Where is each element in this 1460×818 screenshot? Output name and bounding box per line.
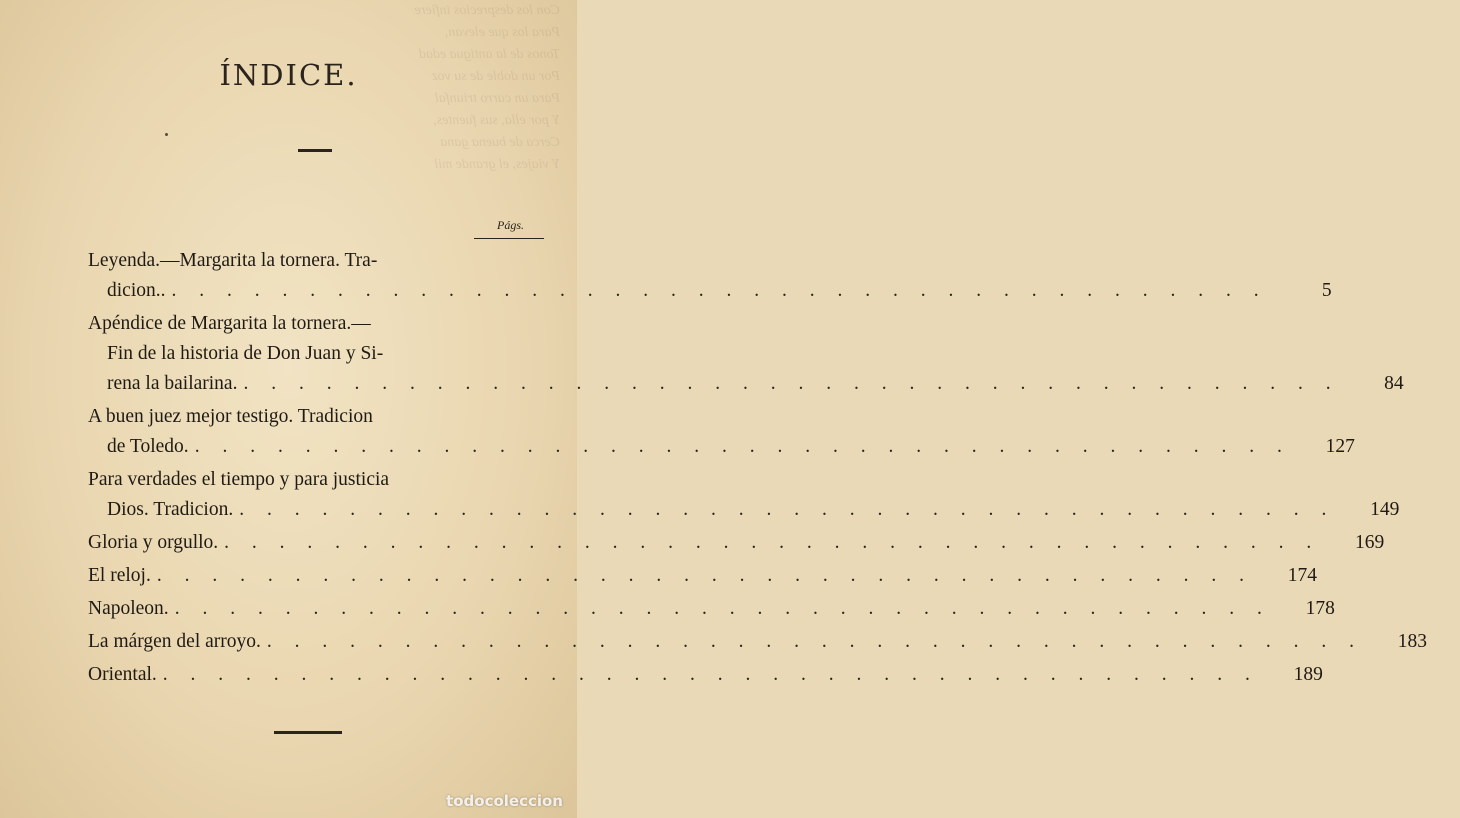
toc-entry-text: Gloria y orgullo. xyxy=(88,532,219,553)
pages-column-underline xyxy=(474,238,544,239)
toc-entry-text: Dios. Tradicion. xyxy=(107,499,234,520)
pages-column-label: Págs. xyxy=(497,218,524,232)
toc-entry-line xyxy=(0,528,1385,558)
toc-entry xyxy=(0,627,1428,657)
toc-page-number: 84 xyxy=(1384,373,1404,394)
toc-page-number: 174 xyxy=(1287,565,1317,586)
toc-page-number: 127 xyxy=(1325,436,1355,457)
toc-entry-line xyxy=(0,465,577,495)
toc-entry-text: Fin de la historia de Don Juan y Si- xyxy=(107,343,384,364)
toc-entry-text: dicion.. xyxy=(107,280,166,301)
bottom-divider xyxy=(274,731,342,734)
toc-entry-line xyxy=(0,276,1332,306)
toc-entry-text: Oriental. xyxy=(88,664,157,685)
toc-entry-text: A buen juez mejor testigo. Tradicion xyxy=(88,406,373,427)
toc-page-number: 183 xyxy=(1397,631,1428,652)
toc-page-number: 189 xyxy=(1293,664,1323,685)
table-of-contents xyxy=(0,243,1428,690)
toc-entry-line xyxy=(0,627,1428,657)
dot-leader: . . . . . . . . . . . . . . . . . . . . . . . . . . . . . . . . . . . . . . . . xyxy=(162,664,1259,685)
toc-entry-line xyxy=(0,402,577,432)
toc-entry-text: rena la bailarina. xyxy=(107,373,238,394)
toc-entry-text: de Toledo. xyxy=(107,436,189,457)
toc-entry-line xyxy=(0,495,1400,525)
dot-leader: . . . . . . . . . . . . . . . . . . . . . . . . . . . . . . . . . . . . . . . . xyxy=(156,565,1253,586)
toc-entry xyxy=(0,660,1323,690)
dot-leader: . . . . . . . . . . . . . . . . . . . . . . . . . . . . . . . . . . . . . . . . xyxy=(194,436,1291,457)
watermark-logo: todocoleccion xyxy=(446,792,563,810)
toc-entry xyxy=(0,402,1355,462)
toc-entry-line xyxy=(0,432,1355,462)
show-through-text: Con los desprecios infiere Para los que elevan, Tonos de la antigua edad Por un doble de su voz Para un carro triunfal Y por ella, sus fuentes, Cerca de buena gana Y viajes, el grande mil xyxy=(414,3,560,172)
toc-entry-text: La márgen del arroyo. xyxy=(88,631,261,652)
toc-page-number: 169 xyxy=(1355,532,1385,553)
ink-speck xyxy=(165,133,168,136)
dot-leader: . . . . . . . . . . . . . . . . . . . . . . . . . . . . . . . . . . . . . . . . xyxy=(224,532,1321,553)
toc-entry-line xyxy=(0,309,577,339)
dot-leader: . . . . . . . . . . . . . . . . . . . . . . . . . . . . . . . . . . . . . . . . xyxy=(171,280,1268,301)
toc-entry-line xyxy=(0,660,1323,690)
toc-entry xyxy=(0,309,1404,399)
title-divider xyxy=(298,149,332,152)
toc-entry xyxy=(0,528,1385,558)
toc-entry-text: Para verdades el tiempo y para justicia xyxy=(88,469,390,490)
toc-entry xyxy=(0,246,1332,306)
toc-entry-line xyxy=(0,561,1317,591)
toc-entry-text: Leyenda.—Margarita la tornera. Tra- xyxy=(88,250,378,271)
dot-leader: . . . . . . . . . . . . . . . . . . . . . . . . . . . . . . . . . . . . . . . . xyxy=(243,373,1340,394)
dot-leader: . . . . . . . . . . . . . . . . . . . . . . . . . . . . . . . . . . . . . . . . xyxy=(239,499,1336,520)
toc-entry xyxy=(0,594,1335,624)
dot-leader: . . . . . . . . . . . . . . . . . . . . . . . . . . . . . . . . . . . . . . . . xyxy=(266,631,1364,652)
toc-page-number: 149 xyxy=(1370,499,1400,520)
toc-entry xyxy=(0,561,1317,591)
toc-entry-line xyxy=(0,594,1335,624)
toc-entry-text: Napoleon. xyxy=(88,598,169,619)
toc-entry xyxy=(0,465,1400,525)
toc-entry-line xyxy=(0,246,577,276)
toc-entry-text: Apéndice de Margarita la tornera.— xyxy=(88,313,371,334)
toc-page-number: 5 xyxy=(1321,280,1332,301)
toc-entry-text: El reloj. xyxy=(88,565,151,586)
toc-entry-line xyxy=(0,339,577,369)
dot-leader: . . . . . . . . . . . . . . . . . . . . . . . . . . . . . . . . . . . . . . . . xyxy=(174,598,1271,619)
page-title: ÍNDICE. xyxy=(219,58,358,92)
toc-page-number: 178 xyxy=(1305,598,1335,619)
toc-entry-line xyxy=(0,369,1404,399)
